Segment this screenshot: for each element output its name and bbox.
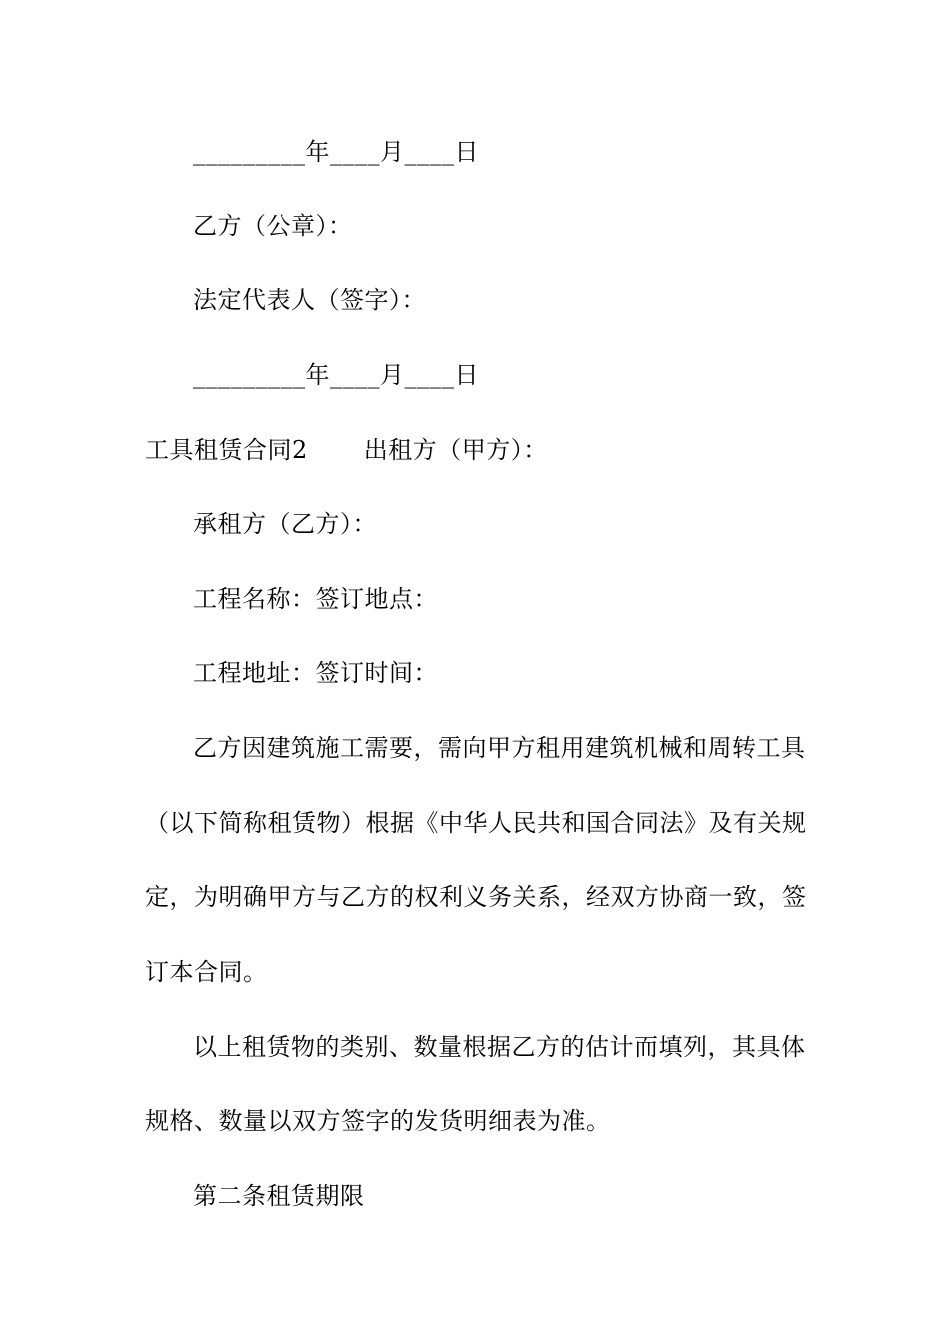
- contract-title: 工具租赁合同2: [145, 436, 308, 464]
- project-name-label: 工程名称：签订地点：: [193, 585, 438, 613]
- paragraph-2-line-1: 以上租赁物的类别、数量根据乙方的估计而填列，其具体: [193, 1033, 806, 1061]
- lessor-label: 出租方（甲方）：: [363, 436, 548, 464]
- paragraph-1-line-2: （以下简称租赁物）根据《中华人民共和国合同法》及有关规: [145, 809, 807, 837]
- date-line-1: _________年____月____日: [193, 138, 479, 166]
- lessee-label: 承租方（乙方）：: [193, 510, 377, 538]
- legal-representative-label: 法定代表人（签字）：: [193, 286, 426, 314]
- paragraph-1-line-1: 乙方因建筑施工需要，需向甲方租用建筑机械和周转工具: [193, 734, 806, 762]
- contract-title-row: [145, 435, 548, 465]
- date-line-2: _________年____月____日: [193, 361, 479, 389]
- party-b-seal-label: 乙方（公章）：: [193, 212, 353, 240]
- paragraph-2-line-2: 规格、数量以双方签字的发货明细表为准。: [145, 1107, 611, 1135]
- article-2-heading: 第二条租赁期限: [193, 1182, 365, 1210]
- project-address-label: 工程地址：签订时间：: [193, 659, 438, 687]
- paragraph-1-line-3: 定，为明确甲方与乙方的权利义务关系，经双方协商一致，签: [145, 883, 807, 911]
- paragraph-1-line-4: 订本合同。: [145, 958, 268, 986]
